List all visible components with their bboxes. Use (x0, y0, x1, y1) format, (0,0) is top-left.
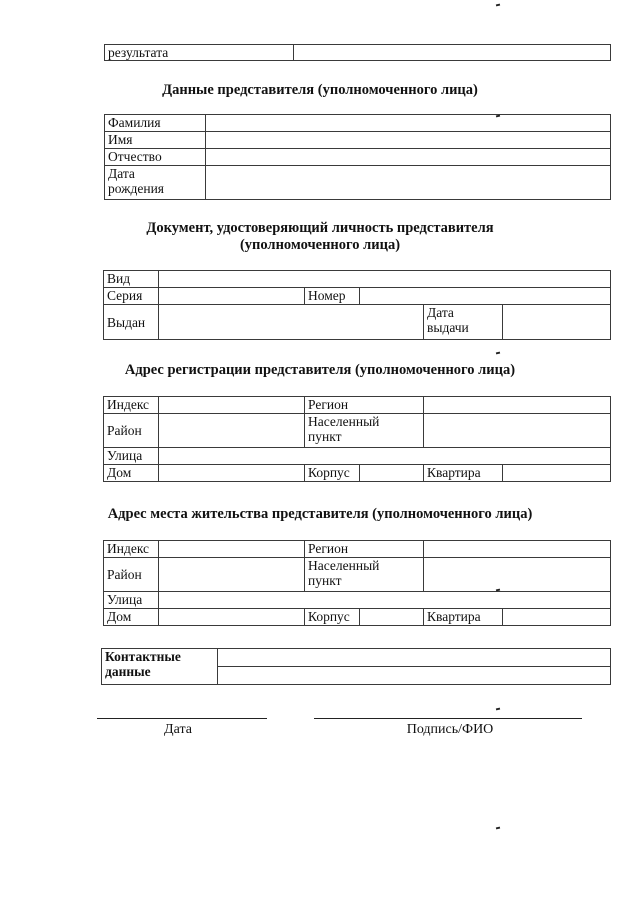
scan-speck (496, 352, 500, 355)
contacts-field-1[interactable] (218, 649, 611, 667)
doc-number-label: Номер (305, 288, 360, 305)
doc-issue-date-label: Дата выдачи (424, 305, 503, 340)
res-house-label: Дом (104, 609, 159, 626)
name-label: Имя (105, 132, 206, 149)
scan-speck (496, 827, 500, 830)
contacts-table (101, 648, 611, 685)
result-value-cell[interactable] (294, 45, 611, 61)
reg-house-label: Дом (104, 465, 159, 482)
signature-caption: Подпись/ФИО (406, 722, 494, 737)
res-index-field[interactable] (159, 541, 305, 558)
doc-series-label: Серия (104, 288, 159, 305)
res-building-label: Корпус (305, 609, 360, 626)
reg-district-label: Район (104, 414, 159, 448)
scan-speck (496, 708, 500, 711)
res-street-field[interactable] (159, 592, 611, 609)
surname-label: Фамилия (105, 115, 206, 132)
doc-issue-date-field[interactable] (503, 305, 611, 340)
section-residence-address-title: Адрес места жительства представителя (уполномоченного лица) (107, 506, 533, 522)
res-district-field[interactable] (159, 558, 305, 592)
doc-number-field[interactable] (360, 288, 611, 305)
reg-region-label: Регион (305, 397, 424, 414)
res-region-label: Регион (305, 541, 424, 558)
residence-address-table (103, 540, 611, 626)
date-caption: Дата (164, 722, 192, 737)
surname-field[interactable] (206, 115, 611, 132)
date-signature-line[interactable] (97, 718, 267, 719)
patronymic-field[interactable] (206, 149, 611, 166)
section-registration-address-title: Адрес регистрации представителя (уполномоченного лица) (124, 362, 516, 378)
name-field[interactable] (206, 132, 611, 149)
section-representative-title: Данные представителя (уполномоченного лица) (162, 82, 478, 98)
contacts-field-2[interactable] (218, 667, 611, 685)
birth-date-label: Дата рождения (105, 166, 206, 200)
doc-issued-by-label: Выдан (104, 305, 159, 340)
identity-document-table (103, 270, 611, 340)
res-region-field[interactable] (424, 541, 611, 558)
result-table (104, 44, 611, 61)
reg-building-label: Корпус (305, 465, 360, 482)
res-building-field[interactable] (360, 609, 424, 626)
reg-index-field[interactable] (159, 397, 305, 414)
scan-speck (496, 4, 500, 7)
reg-locality-field[interactable] (424, 414, 611, 448)
doc-issued-by-field[interactable] (159, 305, 424, 340)
result-label: результата (105, 45, 294, 61)
patronymic-label: Отчество (105, 149, 206, 166)
representative-data-table (104, 114, 611, 200)
reg-apartment-field[interactable] (503, 465, 611, 482)
contacts-label: Контактные данные (102, 649, 218, 685)
res-house-field[interactable] (159, 609, 305, 626)
reg-street-field[interactable] (159, 448, 611, 465)
doc-series-field[interactable] (159, 288, 305, 305)
reg-index-label: Индекс (104, 397, 159, 414)
reg-region-field[interactable] (424, 397, 611, 414)
reg-locality-label: Населенный пункт (305, 414, 424, 448)
reg-apartment-label: Квартира (424, 465, 503, 482)
res-index-label: Индекс (104, 541, 159, 558)
res-locality-label: Населенный пункт (305, 558, 424, 592)
reg-house-field[interactable] (159, 465, 305, 482)
doc-type-field[interactable] (159, 271, 611, 288)
birth-date-field[interactable] (206, 166, 611, 200)
reg-building-field[interactable] (360, 465, 424, 482)
res-street-label: Улица (104, 592, 159, 609)
registration-address-table (103, 396, 611, 482)
res-apartment-field[interactable] (503, 609, 611, 626)
reg-street-label: Улица (104, 448, 159, 465)
res-locality-field[interactable] (424, 558, 611, 592)
res-apartment-label: Квартира (424, 609, 503, 626)
section-identity-document-title: Документ, удостоверяющий личность представителя (уполномоченного лица) (146, 220, 494, 253)
doc-type-label: Вид (104, 271, 159, 288)
reg-district-field[interactable] (159, 414, 305, 448)
signature-name-line[interactable] (314, 718, 582, 719)
res-district-label: Район (104, 558, 159, 592)
